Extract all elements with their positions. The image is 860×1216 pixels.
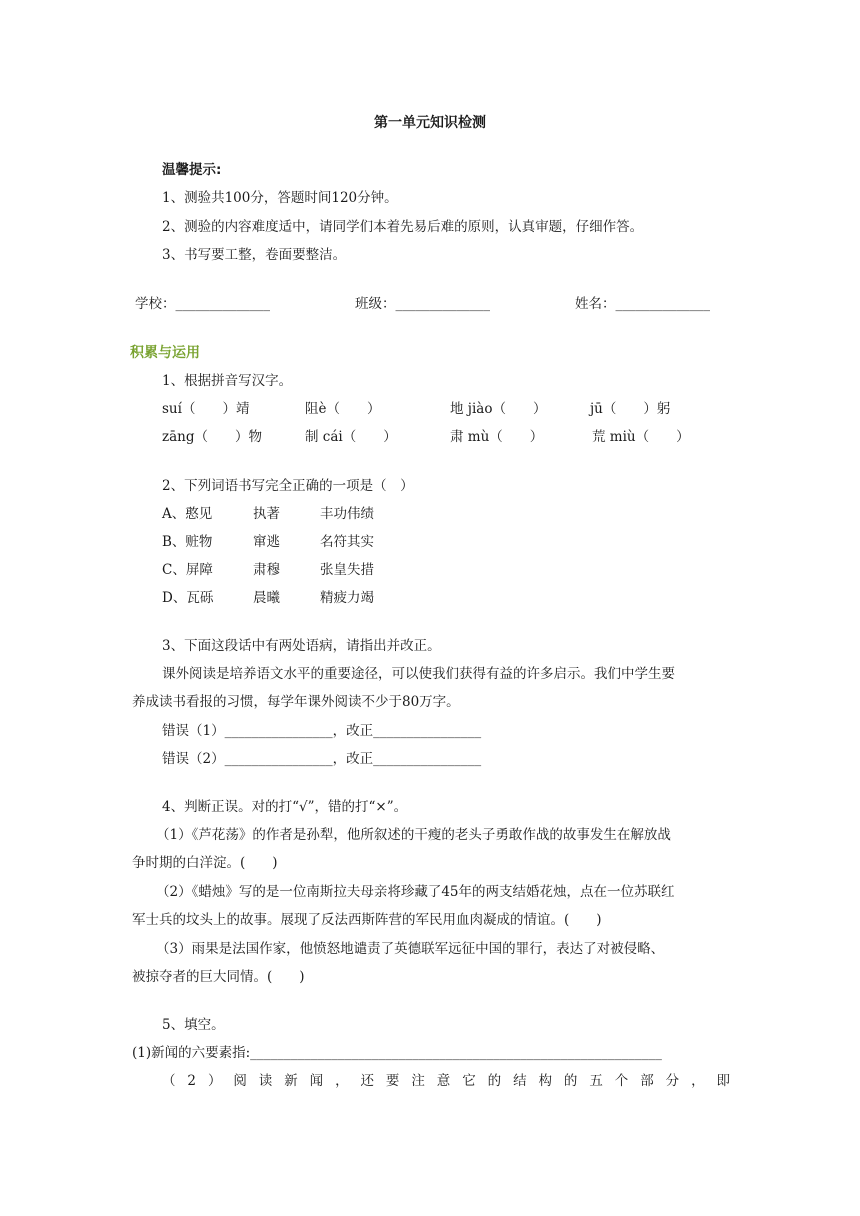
q5-fill-line: （2）阅读新闻，还要注意它的结构的五个部分，即 <box>162 1073 730 1089</box>
q1-stem: 1、根据拼音写汉字。 <box>162 373 293 389</box>
q2-option-word: 张皇失措 <box>320 562 374 578</box>
tip-line: 1、测验共100分，答题时间120分钟。 <box>162 190 398 206</box>
school-field[interactable]: 学校：______________ <box>135 296 270 312</box>
pinyin-item: zāng（ ）物 <box>162 429 262 445</box>
q2-option-word: 执著 <box>253 506 280 522</box>
pinyin-item: jū（ ）躬 <box>590 401 671 417</box>
q2-stem: 2、下列词语书写完全正确的一项是（ ） <box>162 478 414 494</box>
q2-option-word: 肃穆 <box>253 562 280 578</box>
q5-fill-line[interactable]: (1)新闻的六要素指:_____________________________________________________________ <box>132 1045 662 1061</box>
q2-option-word: A、憨见 <box>162 506 213 522</box>
class-field[interactable]: 班级：______________ <box>355 296 490 312</box>
q4-statement-line: 被掠夺者的巨大同情。( ) <box>132 969 305 985</box>
q3-paragraph-line: 课外阅读是培养语文水平的重要途径，可以使我们获得有益的许多启示。我们中学生要 <box>162 666 675 682</box>
pinyin-item: 地 jiào（ ） <box>450 401 547 417</box>
tips-heading: 温馨提示: <box>162 162 222 178</box>
tip-line: 2、测验的内容难度适中，请同学们本着先易后难的原则，认真审题，仔细作答。 <box>162 219 644 235</box>
q2-option-word: 丰功伟绩 <box>320 506 374 522</box>
q4-statement-line: （2）《蜡烛》写的是一位南斯拉夫母亲将珍藏了45年的两支结婚花烛，点在一位苏联红 <box>156 884 675 900</box>
q4-statement-line: 争时期的白洋淀。( ) <box>132 855 278 871</box>
q4-statement-line: （3）雨果是法国作家，他愤怒地谴责了英德联军远征中国的罪行，表达了对被侵略、 <box>156 941 665 957</box>
pinyin-item: 荒 miù（ ） <box>592 429 690 445</box>
q4-stem: 4、判断正误。对的打“√”，错的打“×”。 <box>162 799 408 815</box>
q4-statement-line: （1）《芦花荡》的作者是孙犁，他所叙述的干瘦的老头子勇敢作战的故事发生在解放战 <box>156 827 671 843</box>
q4-statement-line: 军士兵的坟头上的故事。展现了反法西斯阵营的军民用血肉凝成的情谊。( ) <box>132 912 602 928</box>
q2-option-word: 名符其实 <box>320 534 374 550</box>
pinyin-item: suí（ ）靖 <box>162 401 250 417</box>
q3-stem: 3、下面这段话中有两处语病，请指出并改正。 <box>162 638 441 654</box>
section-heading: 积累与运用 <box>130 345 200 361</box>
q2-option-word: C、屏障 <box>162 562 213 578</box>
q2-option-word: D、瓦砾 <box>162 590 214 606</box>
name-field[interactable]: 姓名：______________ <box>575 296 710 312</box>
q3-answer-line[interactable]: 错误（2）________________，改正________________ <box>162 751 482 767</box>
document-title: 第一单元知识检测 <box>374 115 486 131</box>
q3-paragraph-line: 养成读书看报的习惯，每学年课外阅读不少于80万字。 <box>132 694 460 710</box>
q5-stem: 5、填空。 <box>162 1017 225 1033</box>
pinyin-item: 制 cái（ ） <box>305 429 397 445</box>
q2-option-word: B、赃物 <box>162 534 213 550</box>
q2-option-word: 精疲力竭 <box>320 590 374 606</box>
q3-answer-line[interactable]: 错误（1）________________，改正________________ <box>162 723 482 739</box>
q2-option-word: 窜逃 <box>253 534 280 550</box>
pinyin-item: 肃 mù（ ） <box>450 429 544 445</box>
pinyin-item: 阻è（ ） <box>305 401 381 417</box>
q2-option-word: 晨曦 <box>253 590 280 606</box>
tip-line: 3、书写要工整，卷面要整洁。 <box>162 247 347 263</box>
